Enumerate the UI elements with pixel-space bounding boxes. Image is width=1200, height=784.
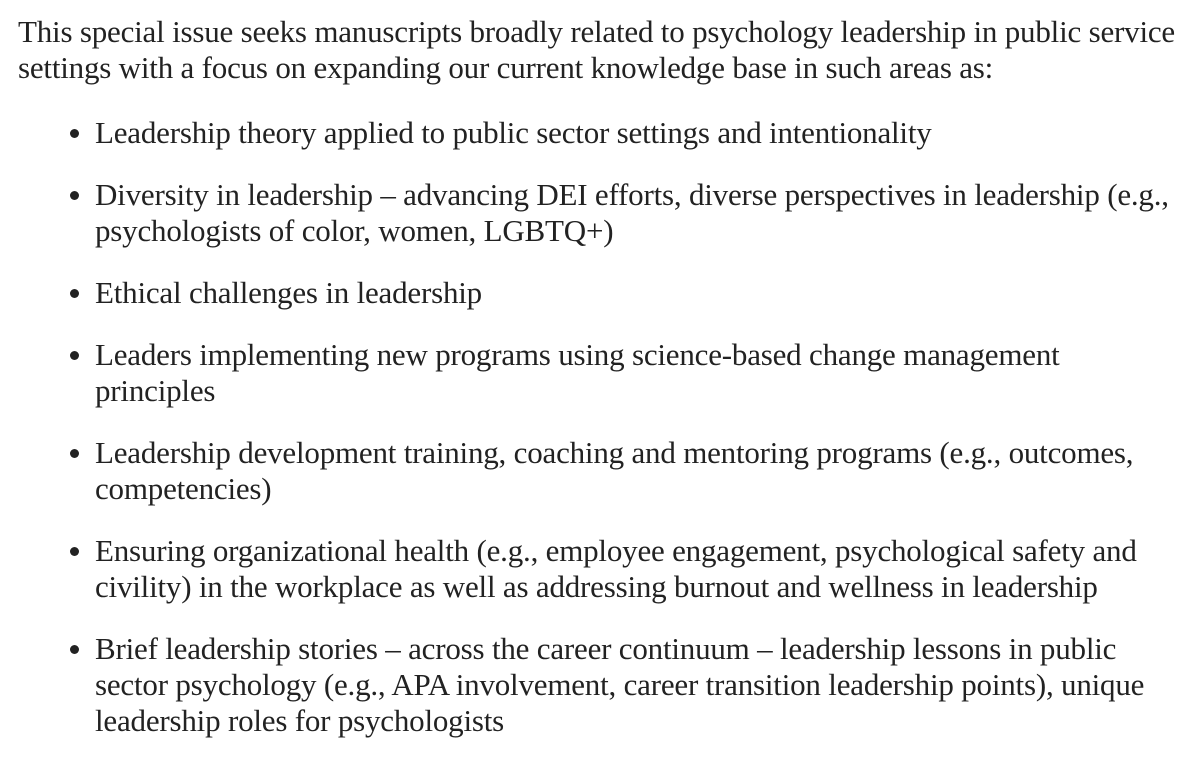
bullet-icon bbox=[70, 351, 79, 360]
list-item-text: Brief leadership stories – across the career continuum – leadership lessons in public sector psychology (e.g., APA involvement, career transition leadership points), unique leadership roles for psychologists bbox=[95, 631, 1145, 738]
bullet-icon bbox=[70, 645, 79, 654]
list-item-text: Ensuring organizational health (e.g., employee engagement, psychological safety and civility) in the workplace as well as addressing burnout and wellness in leadership bbox=[95, 533, 1137, 604]
list-item bbox=[18, 435, 1182, 507]
list-item bbox=[18, 115, 1182, 151]
bullet-icon bbox=[70, 547, 79, 556]
bullet-icon bbox=[70, 129, 79, 138]
list-item bbox=[18, 275, 1182, 311]
intro-paragraph: This special issue seeks manuscripts broadly related to psychology leadership in public service settings with a focus on expanding our current knowledge base in such areas as: bbox=[18, 14, 1175, 85]
list-item-text: Leadership theory applied to public sector settings and intentionality bbox=[95, 115, 932, 150]
topic-list bbox=[18, 115, 1182, 739]
list-item-text: Leaders implementing new programs using science-based change management principles bbox=[95, 337, 1060, 408]
bullet-icon bbox=[70, 449, 79, 458]
list-item bbox=[18, 533, 1182, 605]
list-item-text: Ethical challenges in leadership bbox=[95, 275, 482, 310]
list-item-text: Leadership development training, coaching and mentoring programs (e.g., outcomes, competencies) bbox=[95, 435, 1134, 506]
list-item bbox=[18, 177, 1182, 249]
list-item bbox=[18, 337, 1182, 409]
bullet-icon bbox=[70, 191, 79, 200]
bullet-icon bbox=[70, 289, 79, 298]
list-item bbox=[18, 631, 1182, 739]
list-item-text: Diversity in leadership – advancing DEI efforts, diverse perspectives in leadership (e.g., psychologists of color, women, LGBTQ+) bbox=[95, 177, 1169, 248]
